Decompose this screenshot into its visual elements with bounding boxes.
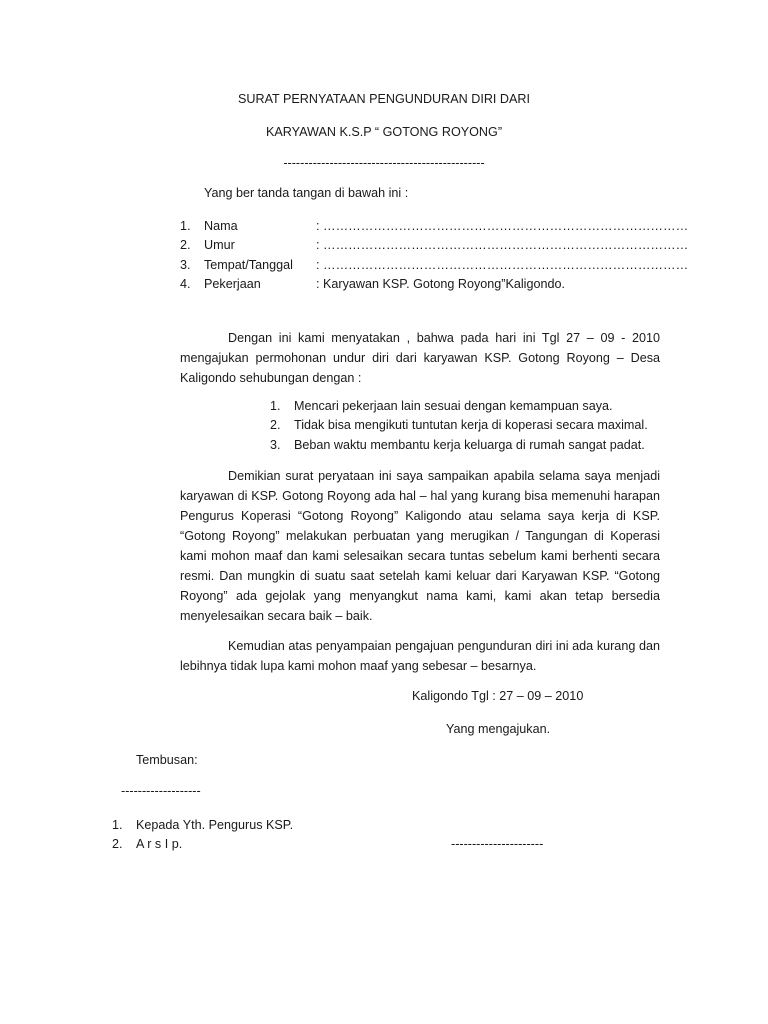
paragraph-closing [180,636,660,676]
place-date: Kaligondo Tgl : 27 – 09 – 2010 [412,689,584,703]
field-label-name: Nama [204,219,238,233]
field-number: 4. [180,277,191,291]
field-label-birth: Tempat/Tanggal [204,258,293,272]
applicant-label: Yang mengajukan. [446,722,551,736]
title-line-2: KARYAWAN K.S.P “ GOTONG ROYONG” [265,125,503,139]
field-label-job: Pekerjaan [204,277,261,291]
cc-number: 1. [112,818,123,832]
reason-number: 2. [270,418,281,432]
field-value-birth: : …………………………………………………………………………… [316,258,689,272]
paragraph-statement-text: Dengan ini kami menyatakan , bahwa pada hari ini Tgl 27 – 09 - 2010 mengajukan permohonan undur diri dari karyawan KSP. Gotong Royong – Desa Kaligondo sehubungan dengan : [180,331,660,385]
paragraph-declaration [180,466,660,626]
reason-text: Tidak bisa mengikuti tuntutan kerja di koperasi secara maximal. [294,418,648,432]
reason-number: 1. [270,399,281,413]
cc-rule: ------------------- [121,784,201,798]
field-value-age: : …………………………………………………………………………… [316,238,689,252]
intro-text: Yang ber tanda tangan di bawah ini : [204,186,409,200]
field-number: 1. [180,219,191,233]
cc-number: 2. [112,837,123,851]
signature-line: ---------------------- [451,837,544,851]
paragraph-closing-text: Kemudian atas penyampaian pengajuan pengunduran diri ini ada kurang dan lebihnya tidak lupa kami mohon maaf yang sebesar – besarnya. [180,639,660,673]
title-line-1: SURAT PERNYATAAN PENGUNDURAN DIRI DARI [237,92,531,106]
field-value-name: : …………………………………………………………………………… [316,219,689,233]
cc-text: Kepada Yth. Pengurus KSP. [136,818,294,832]
cc-label: Tembusan: [136,753,198,767]
cc-text: A r s I p. [136,837,183,851]
paragraph-declaration-text: Demikian surat peryataan ini saya sampaikan apabila selama saya menjadi karyawan di KSP. Gotong Royong ada hal – hal yang kurang bisa memenuhi harapan Pengurus Koperasi “Gotong Royong” Kaligondo atau selama saya kerja di KSP. “Gotong Royong” melakukan perbuatan yang merugikan / Tangungan di Koperasi kami mohon maaf dan kami selesaikan secara tuntas sebelum kami berhenti secara resmi. Dan mungkin di suatu saat setelah kami keluar dari Karyawan KSP. “Gotong Royong” ada gejolak yang menyangkut nama kami, kami akan tetap bersedia menyelesaikan secara baik – baik. [180,469,660,623]
field-number: 3. [180,258,191,272]
reason-text: Beban waktu membantu kerja keluarga di rumah sangat padat. [294,438,645,452]
reason-text: Mencari pekerjaan lain sesuai dengan kemampuan saya. [294,399,613,413]
reason-number: 3. [270,438,281,452]
paragraph-statement [180,328,660,388]
title-rule: ------------------------------------------------ [283,156,485,170]
field-value-job: : Karyawan KSP. Gotong Royong”Kaligondo. [316,277,566,291]
field-number: 2. [180,238,191,252]
field-label-age: Umur [204,238,235,252]
